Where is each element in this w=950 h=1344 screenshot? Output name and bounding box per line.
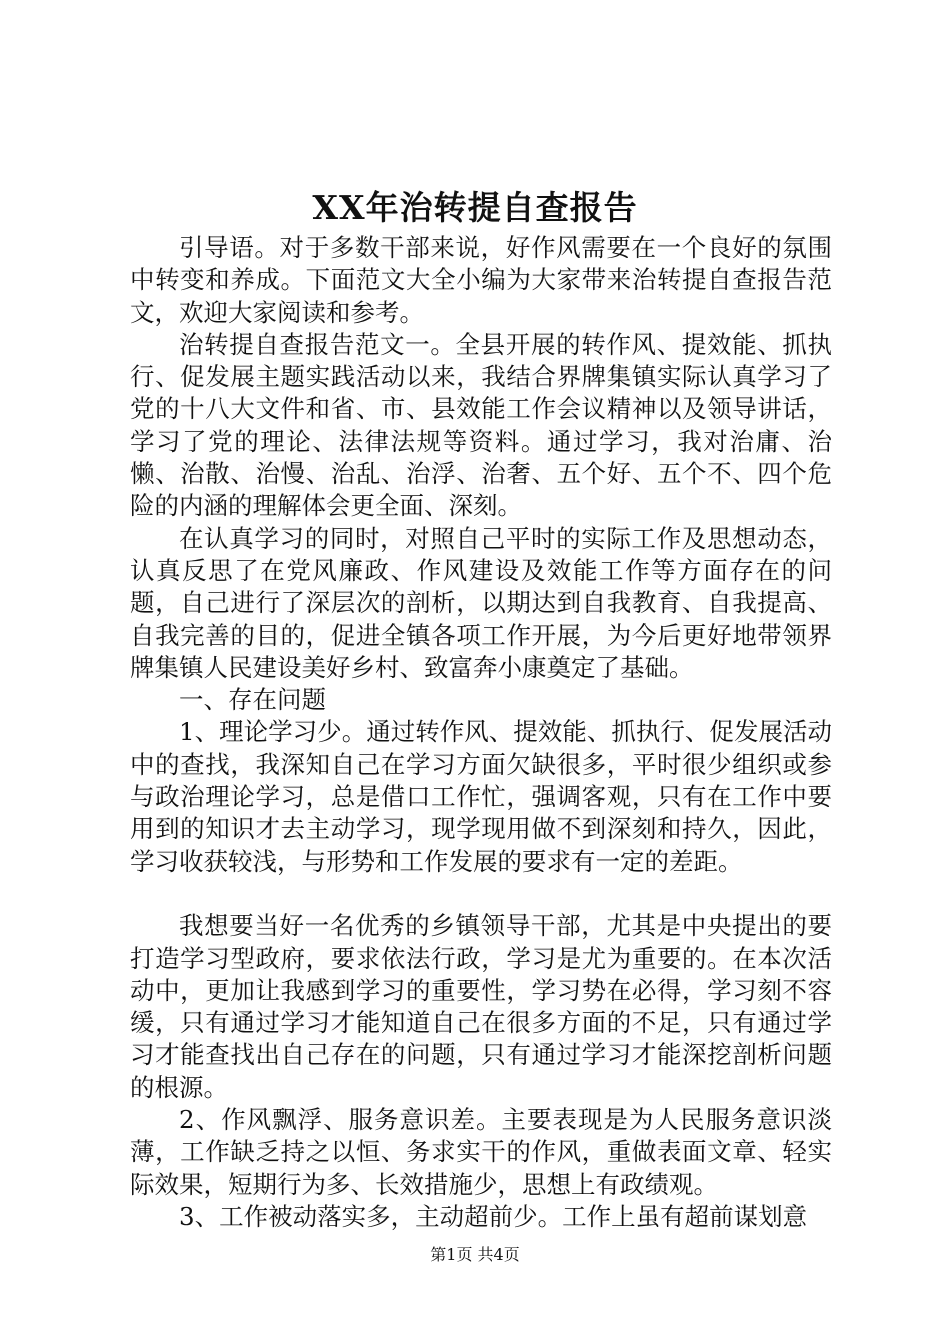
paragraph-intro: 引导语。对于多数干部来说，好作风需要在一个良好的氛围中转变和养成。下面范文大全小编为大家带来治转提自查报告范文，欢迎大家阅读和参考。 [130, 233, 832, 327]
page-number-footer: 第1页 共4页 [430, 1245, 520, 1264]
paragraph-problem-3: 3、工作被动落实多，主动超前少。工作上虽有超前谋划意 [179, 1201, 808, 1231]
paragraph-reflection: 在认真学习的同时，对照自己平时的实际工作及思想动态，认真反思了在党风廉政、作风建设及效能工作等方面存在的问题，自己进行了深层次的剖析，以期达到自我教育、自我提高、自我完善的目的，促进全镇各项工作开展，为今后更好地带领界牌集镇人民建设美好乡村、致富奔小康奠定了基础。 [130, 523, 832, 682]
paragraph-problem-1: 1、理论学习少。通过转作风、提效能、抓执行、促发展活动中的查找，我深知自己在学习方面欠缺很多，平时很少组织或参与政治理论学习，总是借口工作忙，强调客观，只有在工作中要用到的知识才去主动学习，现学现用做不到深刻和持久，因此，学习收获较浅，与形势和工作发展的要求有一定的差距。 [130, 717, 832, 876]
paragraph-sample-one: 治转提自查报告范文一。全县开展的转作风、提效能、抓执行、促发展主题实践活动以来，我结合界牌集镇实际认真学习了党的十八大文件和省、市、县效能工作会议精神以及领导讲话，学习了党的理论、法律法规等资料。通过学习，我对治庸、治懒、治散、治慢、治乱、治浮、治奢、五个好、五个不、四个危险的内涵的理解体会更全面、深刻。 [130, 329, 832, 521]
document-body [130, 232, 832, 1233]
document-title: XX年治转提自查报告 [312, 188, 638, 227]
paragraph-learning-importance: 我想要当好一名优秀的乡镇领导干部，尤其是中央提出的要打造学习型政府，要求依法行政，学习是尤为重要的。在本次活动中，更加让我感到学习的重要性，学习势在必得，学习刻不容缓，只有通过学习才能知道自己在很多方面的不足，只有通过学习才能查找出自己存在的问题，只有通过学习才能深挖剖析问题的根源。 [130, 911, 832, 1102]
section-heading-problems: 一、存在问题 [179, 685, 326, 715]
paragraph-problem-2: 2、作风飘浮、服务意识差。主要表现是为人民服务意识淡薄，工作缺乏持之以恒、务求实干的作风，重做表面文章、轻实际效果，短期行为多、长效措施少，思想上有政绩观。 [130, 1105, 832, 1199]
